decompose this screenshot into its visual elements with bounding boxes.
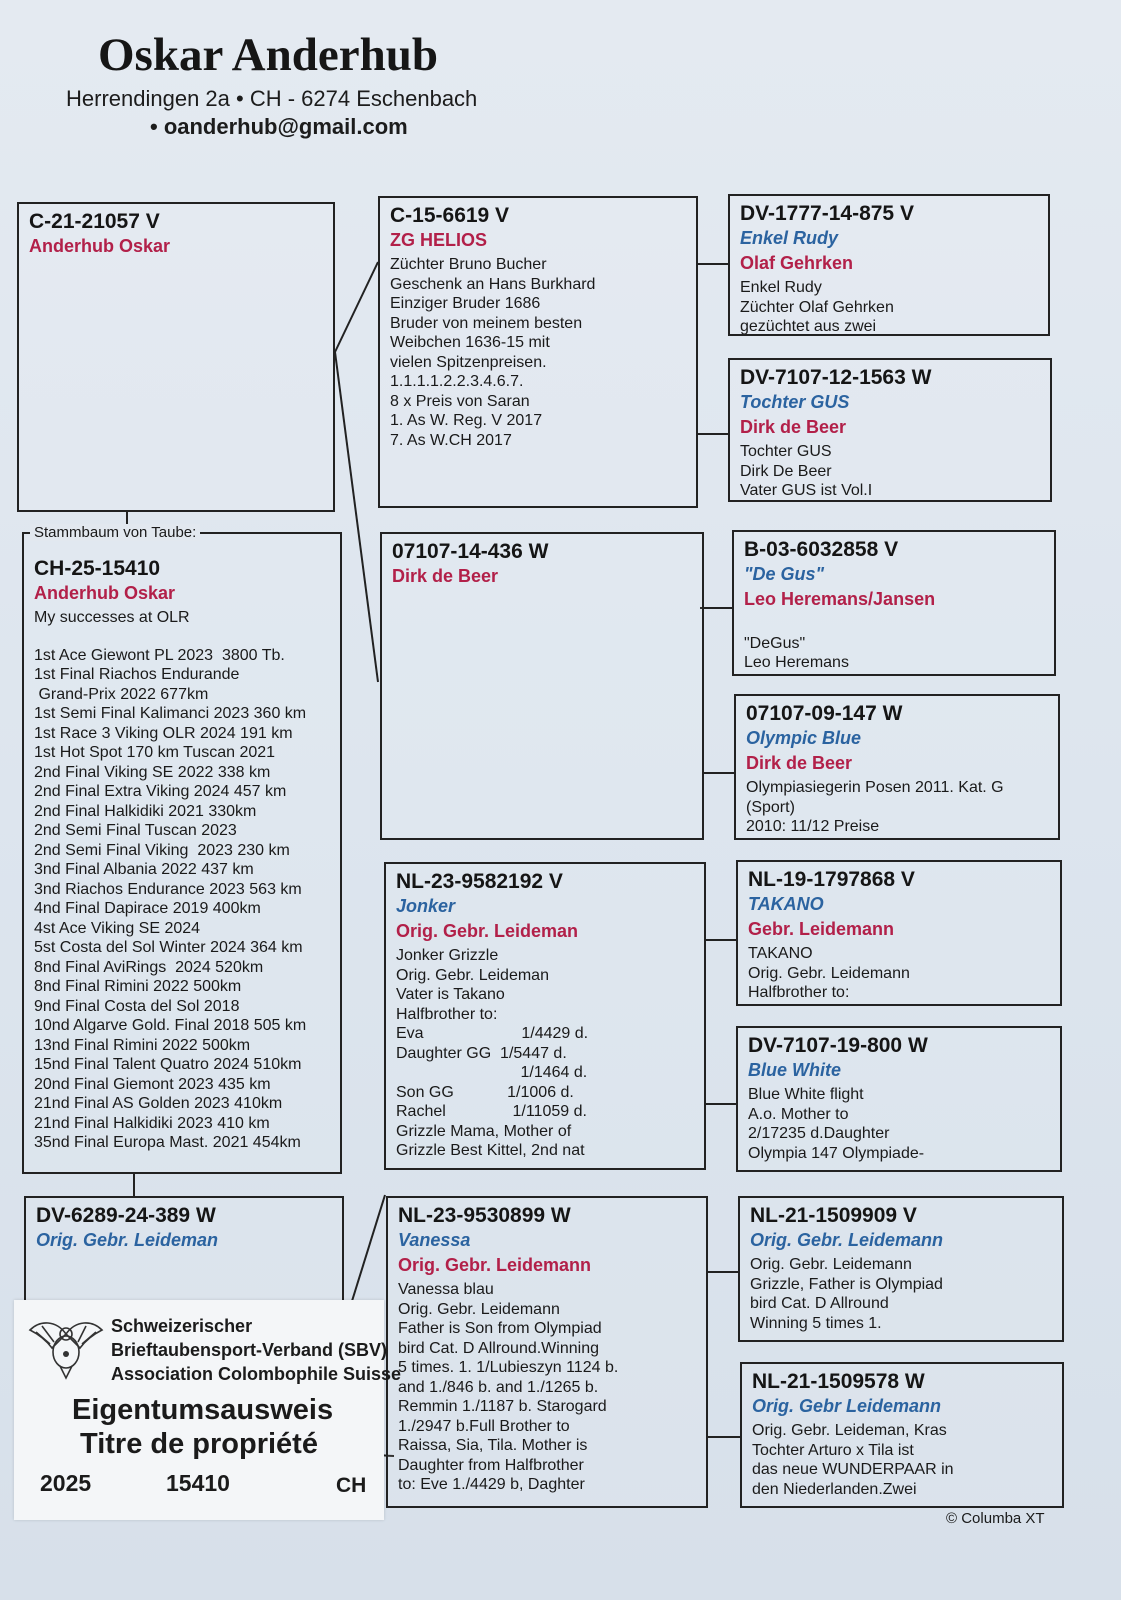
card-number: 15410 bbox=[166, 1470, 230, 1496]
desc-line: to: Eve 1./4429 b, Daghter bbox=[398, 1476, 585, 1493]
card-country: CH bbox=[336, 1474, 367, 1497]
result-line: 3nd Riachos Endurance 2023 563 km bbox=[34, 880, 302, 898]
fff-description bbox=[740, 278, 1038, 336]
desc-line: Enkel Rudy bbox=[740, 279, 822, 296]
result-line: 10nd Algarve Gold. Final 2018 505 km bbox=[34, 1017, 307, 1034]
pedigree-section-label: Stammbaum von Taube: bbox=[30, 524, 200, 541]
desc-line: TAKANO bbox=[748, 945, 813, 962]
desc-line: Raissa, Sia, Tila. Mother is bbox=[398, 1437, 588, 1454]
desc-line: 2/17235 d.Daughter bbox=[748, 1125, 890, 1142]
result-line: 1st Ace Giewont PL 2023 3800 Tb. bbox=[34, 646, 285, 664]
ffm-description bbox=[740, 442, 1040, 501]
father-box bbox=[17, 202, 335, 512]
mf-breeder: Orig. Gebr. Leideman bbox=[396, 921, 579, 941]
mm-ring: NL-23-9530899 W bbox=[398, 1204, 571, 1227]
mm-name: Vanessa bbox=[398, 1230, 471, 1250]
desc-line: Weibchen 1636-15 mit bbox=[390, 334, 550, 351]
mff-breeder: Gebr. Leidemann bbox=[748, 919, 895, 939]
result-line: 4nd Final Dapirace 2019 400km bbox=[34, 900, 261, 917]
desc-line: Grizzle Mama, Mother of bbox=[396, 1122, 572, 1140]
mmf-box bbox=[738, 1196, 1064, 1342]
desc-line: Tochter GUS bbox=[740, 443, 832, 460]
result-line: 2nd Semi Final Tuscan 2023 bbox=[34, 822, 237, 839]
desc-line: Grizzle Best Kittel, 2nd nat bbox=[396, 1142, 585, 1159]
desc-line: Blue White flight bbox=[748, 1086, 864, 1103]
fmf-ring: B-03-6032858 V bbox=[744, 538, 899, 561]
mfm-description bbox=[748, 1085, 1050, 1163]
ffm-name: Tochter GUS bbox=[740, 392, 850, 412]
ff-box bbox=[378, 196, 698, 508]
desc-line: A.o. Mother to bbox=[748, 1105, 849, 1123]
desc-line: Father is Son from Olympiad bbox=[398, 1320, 602, 1337]
mfm-name: Blue White bbox=[748, 1060, 841, 1080]
ownership-card bbox=[14, 1300, 402, 1520]
ffm-box bbox=[728, 358, 1052, 502]
desc-line: 8 x Preis von Saran bbox=[390, 392, 530, 410]
desc-line: Vater GUS ist Vol.I bbox=[740, 482, 873, 499]
desc-line: Grizzle, Father is Olympiad bbox=[750, 1275, 943, 1293]
desc-line: Leo Heremans bbox=[744, 654, 849, 671]
mff-box bbox=[736, 860, 1062, 1006]
fmf-breeder: Leo Heremans/Jansen bbox=[744, 589, 936, 609]
fff-name: Enkel Rudy bbox=[740, 228, 839, 248]
desc-line: 1. As W. Reg. V 2017 bbox=[390, 412, 543, 429]
mm-description bbox=[398, 1280, 696, 1495]
desc-line: Eva 1/4429 d. bbox=[396, 1025, 589, 1042]
result-line: 21nd Final AS Golden 2023 410km bbox=[34, 1095, 283, 1112]
fmm-name: Olympic Blue bbox=[746, 728, 862, 748]
desc-line: Züchter Olaf Gehrken bbox=[740, 298, 894, 316]
mmm-name: Orig. Gebr Leidemann bbox=[752, 1396, 942, 1416]
ff-description bbox=[390, 255, 686, 450]
desc-line: Jonker Grizzle bbox=[396, 947, 499, 964]
result-line: 9nd Final Costa del Sol 2018 bbox=[34, 997, 240, 1015]
desc-line: and 1./846 b. and 1./1265 b. bbox=[398, 1378, 599, 1396]
desc-line: 1.1.1.1.2.2.3.4.6.7. bbox=[390, 373, 524, 390]
desc-line: vielen Spitzenpreisen. bbox=[390, 353, 547, 371]
fff-breeder: Olaf Gehrken bbox=[740, 253, 854, 273]
card-title-fr: Titre de propriété bbox=[80, 1428, 318, 1460]
desc-line: gezüchtet aus zwei bbox=[740, 318, 877, 335]
owner-name: Oskar Anderhub bbox=[98, 29, 439, 81]
fff-box bbox=[728, 194, 1050, 336]
result-line: 8nd Final Rimini 2022 500km bbox=[34, 978, 242, 995]
desc-line: "DeGus" bbox=[744, 634, 806, 652]
subject-breeder: Anderhub Oskar bbox=[34, 583, 176, 603]
mmm-description bbox=[752, 1421, 1052, 1499]
card-year: 2025 bbox=[40, 1470, 92, 1496]
desc-line: (Sport) bbox=[746, 798, 795, 816]
result-line: 1st Hot Spot 170 km Tuscan 2021 bbox=[34, 744, 276, 761]
result-line: 20nd Final Giemont 2023 435 km bbox=[34, 1075, 271, 1093]
desc-line: Orig. Gebr. Leideman, Kras bbox=[752, 1422, 947, 1439]
card-org-line3: Association Colombophile Suisse bbox=[111, 1364, 402, 1384]
fm-ring: 07107-14-436 W bbox=[392, 540, 549, 563]
result-line: 5st Costa del Sol Winter 2024 364 km bbox=[34, 939, 303, 956]
result-line: 1st Semi Final Kalimanci 2023 360 km bbox=[34, 705, 307, 722]
mmf-ring: NL-21-1509909 V bbox=[750, 1204, 917, 1227]
desc-line: bird Cat. D Allround.Winning bbox=[398, 1339, 599, 1357]
mfm-box bbox=[736, 1026, 1062, 1172]
desc-line: Züchter Bruno Bucher bbox=[390, 256, 547, 273]
fff-ring: DV-1777-14-875 V bbox=[740, 202, 914, 225]
subject-subtitle: My successes at OLR bbox=[34, 609, 190, 626]
fmf-box bbox=[732, 530, 1056, 676]
owner-address: Herrendingen 2a • CH - 6274 Eschenbach bbox=[66, 86, 478, 111]
desc-line: Olympia 147 Olympiade- bbox=[748, 1144, 925, 1162]
card-org-line2: Brieftaubensport-Verband (SBV) bbox=[111, 1340, 388, 1360]
mf-box bbox=[384, 862, 706, 1170]
desc-line: 2010: 11/12 Preise bbox=[746, 818, 880, 835]
desc-line: 7. As W.CH 2017 bbox=[390, 431, 512, 449]
desc-line bbox=[744, 614, 1044, 634]
result-line: Grand-Prix 2022 677km bbox=[34, 685, 209, 703]
copyright: © Columba XT bbox=[946, 1510, 1045, 1527]
result-line: 13nd Final Rimini 2022 500km bbox=[34, 1036, 251, 1054]
desc-line: bird Cat. D Allround bbox=[750, 1295, 889, 1312]
subject-ring: CH-25-15410 bbox=[34, 557, 161, 580]
owner-email: • oanderhub@gmail.com bbox=[150, 114, 408, 139]
pigeon-logo-icon bbox=[26, 1314, 106, 1384]
desc-line: Olympiasiegerin Posen 2011. Kat. G bbox=[746, 779, 1004, 796]
mf-description bbox=[396, 946, 694, 1161]
mf-name: Jonker bbox=[396, 896, 456, 916]
desc-line: Orig. Gebr. Leidemann bbox=[748, 964, 910, 982]
desc-line: Daughter from Halfbrother bbox=[398, 1456, 584, 1474]
result-line: 4st Ace Viking SE 2024 bbox=[34, 919, 201, 937]
desc-line: Halfbrother to: bbox=[748, 984, 850, 1001]
mmf-name: Orig. Gebr. Leidemann bbox=[750, 1230, 944, 1250]
card-title-de: Eigentumsausweis bbox=[72, 1394, 334, 1426]
desc-line: Tochter Arturo x Tila ist bbox=[752, 1441, 914, 1459]
result-line: 35nd Final Europa Mast. 2021 454km bbox=[34, 1134, 301, 1151]
fmm-ring: 07107-09-147 W bbox=[746, 702, 903, 725]
fmf-description bbox=[744, 614, 1044, 673]
desc-line: Einziger Bruder 1686 bbox=[390, 295, 541, 312]
mf-ring: NL-23-9582192 V bbox=[396, 870, 563, 893]
ff-ring: C-15-6619 V bbox=[390, 204, 510, 227]
desc-line: Remmin 1./1187 b. Starogard bbox=[398, 1398, 607, 1415]
desc-line: Rachel 1/11059 d. bbox=[396, 1103, 587, 1120]
mmm-ring: NL-21-1509578 W bbox=[752, 1370, 925, 1393]
desc-line: Orig. Gebr. Leidemann bbox=[398, 1300, 560, 1318]
father-breeder: Anderhub Oskar bbox=[29, 236, 171, 256]
fmm-breeder: Dirk de Beer bbox=[746, 753, 853, 773]
desc-line: 5 times. 1. 1/Lubieszyn 1124 b. bbox=[398, 1359, 619, 1376]
desc-line: Orig. Gebr. Leidemann bbox=[750, 1256, 912, 1273]
desc-line: Geschenk an Hans Burkhard bbox=[390, 275, 596, 293]
subject-box bbox=[22, 532, 342, 1174]
fmf-name: "De Gus" bbox=[744, 564, 825, 584]
result-line: 3nd Final Albania 2022 437 km bbox=[34, 861, 254, 878]
mm-breeder: Orig. Gebr. Leidemann bbox=[398, 1255, 592, 1275]
result-line: 1st Final Riachos Endurande bbox=[34, 666, 240, 683]
fmm-description bbox=[746, 778, 1048, 837]
desc-line: Halfbrother to: bbox=[396, 1005, 498, 1023]
result-line: 2nd Final Viking SE 2022 338 km bbox=[34, 763, 271, 781]
mff-name: TAKANO bbox=[748, 894, 824, 914]
ff-name: ZG HELIOS bbox=[390, 230, 488, 250]
result-line: 2nd Final Extra Viking 2024 457 km bbox=[34, 783, 287, 800]
mmm-box bbox=[740, 1362, 1064, 1508]
mm-box bbox=[386, 1196, 708, 1508]
desc-line: Daughter GG 1/5447 d. bbox=[396, 1044, 567, 1062]
fm-breeder: Dirk de Beer bbox=[392, 566, 499, 586]
mother-name: Orig. Gebr. Leideman bbox=[36, 1230, 219, 1250]
ffm-breeder: Dirk de Beer bbox=[740, 417, 847, 437]
result-line: 2nd Semi Final Viking 2023 230 km bbox=[34, 841, 290, 859]
desc-line: Bruder von meinem besten bbox=[390, 314, 583, 332]
desc-line: das neue WUNDERPAAR in bbox=[752, 1461, 954, 1478]
result-line: 8nd Final AviRings 2024 520km bbox=[34, 958, 264, 976]
desc-line: Son GG 1/1006 d. bbox=[396, 1083, 574, 1101]
desc-line: 1./2947 b.Full Brother to bbox=[398, 1417, 570, 1435]
mfm-ring: DV-7107-19-800 W bbox=[748, 1034, 928, 1057]
desc-line: Orig. Gebr. Leideman bbox=[396, 966, 549, 984]
subject-results bbox=[34, 646, 330, 1153]
desc-line: den Niederlanden.Zwei bbox=[752, 1480, 917, 1498]
desc-line: Dirk De Beer bbox=[740, 462, 832, 480]
fm-box bbox=[380, 532, 704, 840]
result-line: 21nd Final Halkidiki 2023 410 km bbox=[34, 1114, 270, 1132]
result-line: 1st Race 3 Viking OLR 2024 191 km bbox=[34, 724, 293, 742]
mff-description bbox=[748, 944, 1050, 1003]
desc-line: Winning 5 times 1. bbox=[750, 1314, 882, 1332]
ffm-ring: DV-7107-12-1563 W bbox=[740, 366, 932, 389]
mff-ring: NL-19-1797868 V bbox=[748, 868, 915, 891]
fmm-box bbox=[734, 694, 1060, 840]
card-org-line1: Schweizerischer bbox=[111, 1316, 253, 1336]
desc-line: Vanessa blau bbox=[398, 1281, 494, 1298]
father-ring: C-21-21057 V bbox=[29, 210, 160, 233]
desc-line: 1/1464 d. bbox=[396, 1064, 588, 1081]
result-line: 2nd Final Halkidiki 2021 330km bbox=[34, 802, 257, 820]
mother-ring: DV-6289-24-389 W bbox=[36, 1204, 216, 1227]
mmf-description bbox=[750, 1255, 1052, 1333]
result-line: 15nd Final Talent Quatro 2024 510km bbox=[34, 1056, 302, 1073]
desc-line: Vater is Takano bbox=[396, 986, 505, 1003]
